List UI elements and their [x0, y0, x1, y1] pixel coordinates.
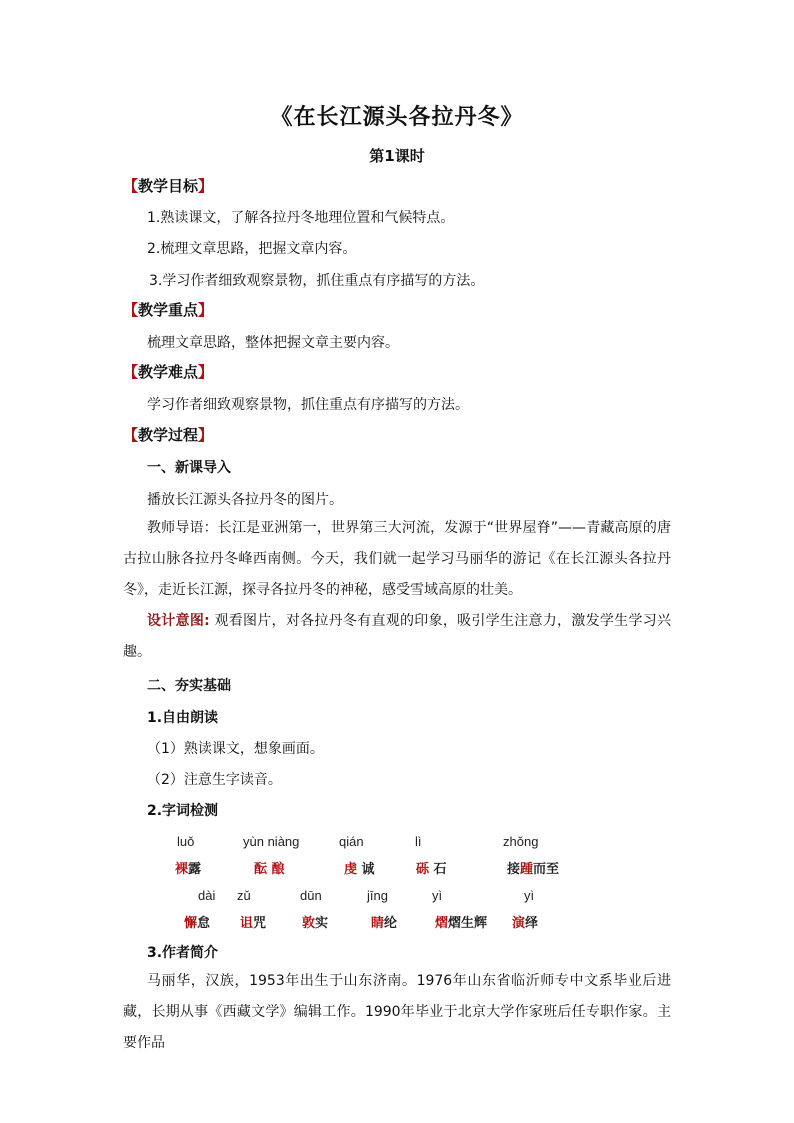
difficulty-text: 学习作者细致观察景物，抓住重点有序描写的方法。 — [147, 397, 469, 413]
part1-title: 一、新课导入 — [147, 460, 231, 476]
pinyin: yì — [432, 888, 443, 903]
read-title: 1.自由朗读 — [147, 710, 219, 726]
part2-title: 二、夯实基础 — [147, 678, 231, 694]
vocab-word: 接踵而至 — [507, 862, 560, 877]
pinyin: jīng — [367, 888, 388, 903]
goal-item: 1.熟读课文，了解各拉丹冬地理位置和气候特点。 — [147, 210, 455, 226]
author-title: 3.作者简介 — [147, 945, 219, 961]
vocab-word: 睛纶 — [371, 916, 398, 931]
pinyin: qián — [339, 834, 364, 849]
pinyin: dài — [198, 888, 216, 903]
pinyin: luǒ — [177, 834, 195, 849]
pinyin: yùn niàng — [243, 834, 300, 849]
difficulty-heading: 【教学难点】 — [123, 363, 214, 381]
vocab-word: 虔 诚 — [344, 862, 375, 877]
vocab-word: 裸露 — [175, 862, 202, 877]
vocab-word: 演绎 — [512, 916, 539, 931]
vocab-word: 敦实 — [302, 916, 329, 931]
read-item: （1）熟读课文，想象画面。 — [147, 741, 324, 757]
page-title: 《在长江源头各拉丹冬》 — [270, 104, 524, 130]
process-heading: 【教学过程】 — [123, 426, 214, 444]
vocab-title: 2.字词检测 — [147, 803, 219, 819]
vocab-word: 酝 酿 — [254, 862, 285, 877]
goals-heading: 【教学目标】 — [123, 177, 214, 195]
lesson-subtitle: 第1课时 — [369, 147, 425, 165]
author-text: 马丽华，汉族，1953年出生于山东济南。1976年山东省临沂师专中文系毕业后进藏，长期从事《西藏文学》编辑工作。1990年毕业于北京大学作家班后任专职作家。主要作品 — [123, 973, 671, 1051]
key-heading: 【教学重点】 — [123, 301, 214, 319]
vocab-word: 砾 石 — [416, 862, 447, 877]
pinyin: zǔ — [237, 888, 251, 903]
part1-line: 播放长江源头各拉丹冬的图片。 — [147, 492, 343, 508]
vocab-word: 熠熠生辉 — [435, 916, 488, 931]
read-item: （2）注意生字读音。 — [147, 772, 282, 788]
vocab-word: 懈怠 — [184, 916, 211, 931]
goal-item: 2.梳理文章思路，把握文章内容。 — [147, 241, 357, 257]
key-text: 梳理文章思路，整体把握文章主要内容。 — [147, 335, 399, 351]
pinyin: lì — [415, 834, 422, 849]
design-label: 设计意图: — [147, 613, 210, 629]
design-intent — [123, 606, 671, 668]
pinyin: zhǒng — [503, 834, 539, 849]
pinyin: dūn — [300, 888, 322, 903]
design-text: 观看图片，对各拉丹冬有直观的印象，吸引学生注意力，激发学生学习兴趣。 — [123, 613, 671, 660]
goal-item: 3.学习作者细致观察景物，抓住重点有序描写的方法。 — [149, 273, 485, 289]
pinyin: yì — [524, 888, 535, 903]
vocab-word: 诅咒 — [240, 916, 267, 931]
teacher-intro: 教师导语：长江是亚洲第一，世界第三大河流，发源于“世界屋脊”——青藏高原的唐古拉山脉各拉丹冬峰西南侧。今天，我们就一起学习马丽华的游记《在长江源头各拉丹冬》，走近长江源，探寻各拉丹冬的神秘，感受雪域高原的壮美。 — [123, 520, 671, 598]
